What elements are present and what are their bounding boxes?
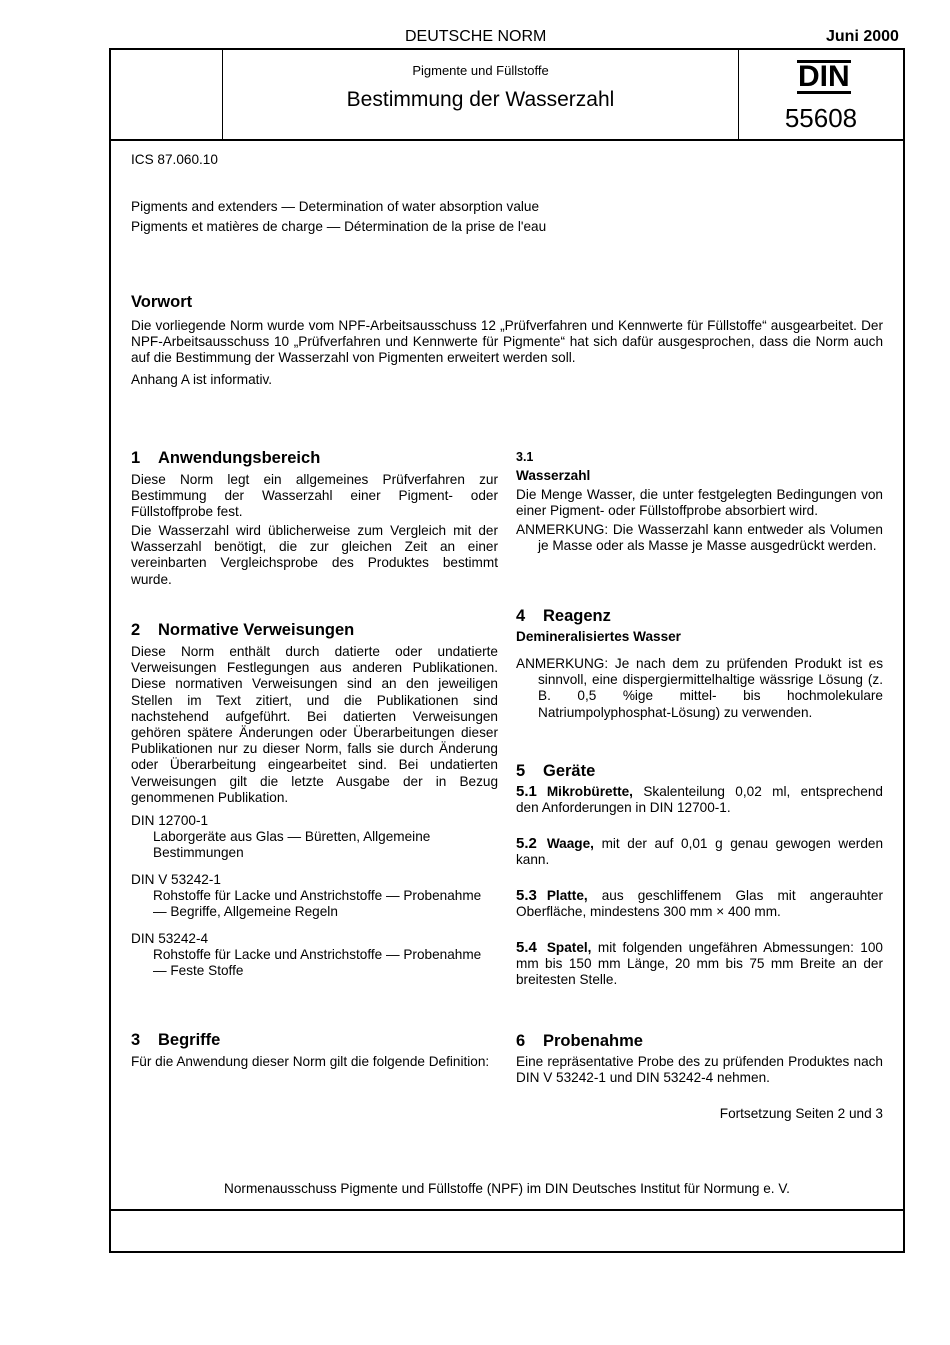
vorwort-heading: Vorwort	[131, 293, 193, 311]
din-logo: DIN	[798, 60, 850, 93]
apparatus-text: mit folgenden ungefähren Abmessungen: 100 mm bis 150 mm Länge, 20 mm bis 75 mm Breite an der breitesten Stelle.	[516, 940, 883, 988]
reference-id: DIN 53242-4	[131, 931, 209, 946]
section-2-title: Normative Verweisungen	[158, 621, 355, 639]
section-4-title: Reagenz	[543, 607, 611, 625]
norm-type: DEUTSCHE NORM	[405, 28, 547, 45]
apparatus-item	[516, 940, 883, 989]
title-french: Pigments et matières de charge — Détermination de la prise de l'eau	[131, 219, 547, 234]
apparatus-number: 5.2	[516, 835, 537, 852]
apparatus-name: Spatel,	[546, 940, 592, 955]
apparatus-number: 5.3	[516, 887, 537, 904]
definition-term: Wasserzahl	[516, 468, 591, 483]
header-empty-cell	[111, 50, 223, 139]
section-3-heading	[131, 1031, 220, 1050]
vorwort-paragraph: Die vorliegende Norm wurde vom NPF-Arbeitsausschuss 12 „Prüfverfahren und Kennwerte für Füllstoffe“ ausgearbeitet. Der NPF-Arbeitsausschuss 10 „Prüfverfahren und Kennwerte für Pigmente“ hat sich dafür ausgesprochen, dass die Norm auch auf die Bestimmung der Wasserzahl von Pigmenten erweitert werden soll.	[131, 318, 883, 366]
apparatus-item	[516, 784, 883, 816]
apparatus-item	[516, 836, 883, 868]
section-5-title: Geräte	[543, 762, 596, 780]
reagent-note: ANMERKUNG: Je nach dem zu prüfenden Produkt ist es sinnvoll, eine dispergiermittelhaltige wässrige Lösung (z. B. 0,5 %ige mittel- bis hochmolekulare Natriumpolyphosphat-Lösung) zu verwenden.	[516, 656, 883, 720]
section-6-paragraph: Eine repräsentative Probe des zu prüfenden Produktes nach DIN V 53242-1 und DIN 53242-4 nehmen.	[516, 1054, 883, 1086]
definition-text: Die Menge Wasser, die unter festgelegten Bedingungen von einer Pigment- oder Füllstoffprobe absorbiert wird.	[516, 487, 883, 519]
norm-number: 55608	[784, 103, 858, 133]
section-3-paragraph: Für die Anwendung dieser Norm gilt die folgende Definition:	[131, 1054, 490, 1069]
reference-title: Rohstoffe für Lacke und Anstrichstoffe — Probenahme — Feste Stoffe	[153, 947, 482, 979]
apparatus-number: 5.4	[516, 939, 537, 956]
section-4-heading	[516, 607, 611, 626]
definition-number: 3.1	[516, 450, 534, 464]
section-1-paragraph-2: Die Wasserzahl wird üblicherweise zum Vergleich mit der Wasserzahl benötigt, die zur gleichen Zeit an einer vereinbarten Vergleichsprobe des Produktes bestimmt wurde.	[131, 523, 498, 587]
reference-title: Rohstoffe für Lacke und Anstrichstoffe — Probenahme — Begriffe, Allgemeine Regeln	[153, 888, 482, 920]
apparatus-text: aus geschliffenem Glas mit angerauhter Oberfläche, mindestens 300 mm × 400 mm.	[516, 888, 883, 920]
reference-id: DIN V 53242-1	[131, 872, 221, 887]
section-6-number: 6	[516, 1032, 526, 1050]
apparatus-number: 5.1	[516, 783, 537, 800]
ics-code: ICS 87.060.10	[131, 152, 218, 167]
section-1-heading	[131, 449, 320, 468]
din-logo-cell	[739, 50, 903, 139]
title-english: Pigments and extenders — Determination of water absorption value	[131, 199, 540, 214]
apparatus-name: Waage,	[546, 836, 594, 851]
subject-line: Pigmente und Füllstoffe	[412, 63, 549, 78]
section-1-number: 1	[131, 449, 141, 467]
section-4-number: 4	[516, 607, 526, 625]
issue-date: Juni 2000	[826, 28, 899, 45]
apparatus-name: Mikrobürette,	[546, 784, 633, 799]
reference-item	[131, 872, 498, 921]
publisher-line: Normenausschuss Pigmente und Füllstoffe (NPF) im DIN Deutsches Institut für Normung e. V.	[224, 1181, 790, 1196]
section-6-title: Probenahme	[543, 1032, 643, 1050]
header-title-cell	[223, 50, 739, 139]
section-5-number: 5	[516, 762, 526, 780]
reference-item	[131, 931, 498, 980]
section-3-title: Begriffe	[158, 1031, 221, 1049]
apparatus-item	[516, 888, 883, 920]
apparatus-text: Skalenteilung 0,02 ml, entsprechend den Anforderungen in DIN 12700-1.	[516, 784, 883, 816]
header-divider	[111, 139, 903, 141]
reagent-name: Demineralisiertes Wasser	[516, 629, 681, 644]
apparatus-name: Platte,	[546, 888, 588, 903]
vorwort-annex-note: Anhang A ist informativ.	[131, 372, 273, 387]
continuation-note: Fortsetzung Seiten 2 und 3	[719, 1106, 883, 1121]
definition-note: ANMERKUNG: Die Wasserzahl kann entweder als Volumen je Masse oder als Masse je Masse ausgedrückt werden.	[516, 522, 883, 554]
section-2-paragraph: Diese Norm enthält durch datierte oder undatierte Verweisungen Festlegungen aus anderen Publikationen. Diese normativen Verweisungen sind an den jeweiligen Stellen im Text zitiert, und die Publikationen sind nachstehend aufgeführt. Bei datierten Verweisungen gehören spätere Änderungen oder Überarbeitungen dieser Publikationen nur zu dieser Norm, falls sie durch Änderung oder Überarbeitung eingearbeitet sind. Bei undatierten Verweisungen gilt die letzte Ausgabe der in Bezug genommenen Publikation.	[131, 644, 498, 805]
section-5-heading	[516, 762, 595, 781]
section-1-title: Anwendungsbereich	[158, 449, 321, 467]
section-3-number: 3	[131, 1031, 141, 1049]
apparatus-text: mit der auf 0,01 g genau gewogen werden kann.	[516, 836, 884, 868]
section-1-paragraph-1: Diese Norm legt ein allgemeines Prüfverfahren zur Bestimmung der Wasserzahl einer Pigment- oder Füllstoffprobe fest.	[131, 472, 498, 520]
reference-title: Laborgeräte aus Glas — Büretten, Allgemeine Bestimmungen	[153, 829, 431, 861]
reference-id: DIN 12700-1	[131, 813, 209, 828]
section-6-heading	[516, 1032, 643, 1051]
footer-divider	[111, 1209, 903, 1211]
reference-item	[131, 813, 498, 862]
section-2-number: 2	[131, 621, 141, 639]
section-2-heading	[131, 621, 354, 640]
document-title: Bestimmung der Wasserzahl	[346, 88, 615, 111]
